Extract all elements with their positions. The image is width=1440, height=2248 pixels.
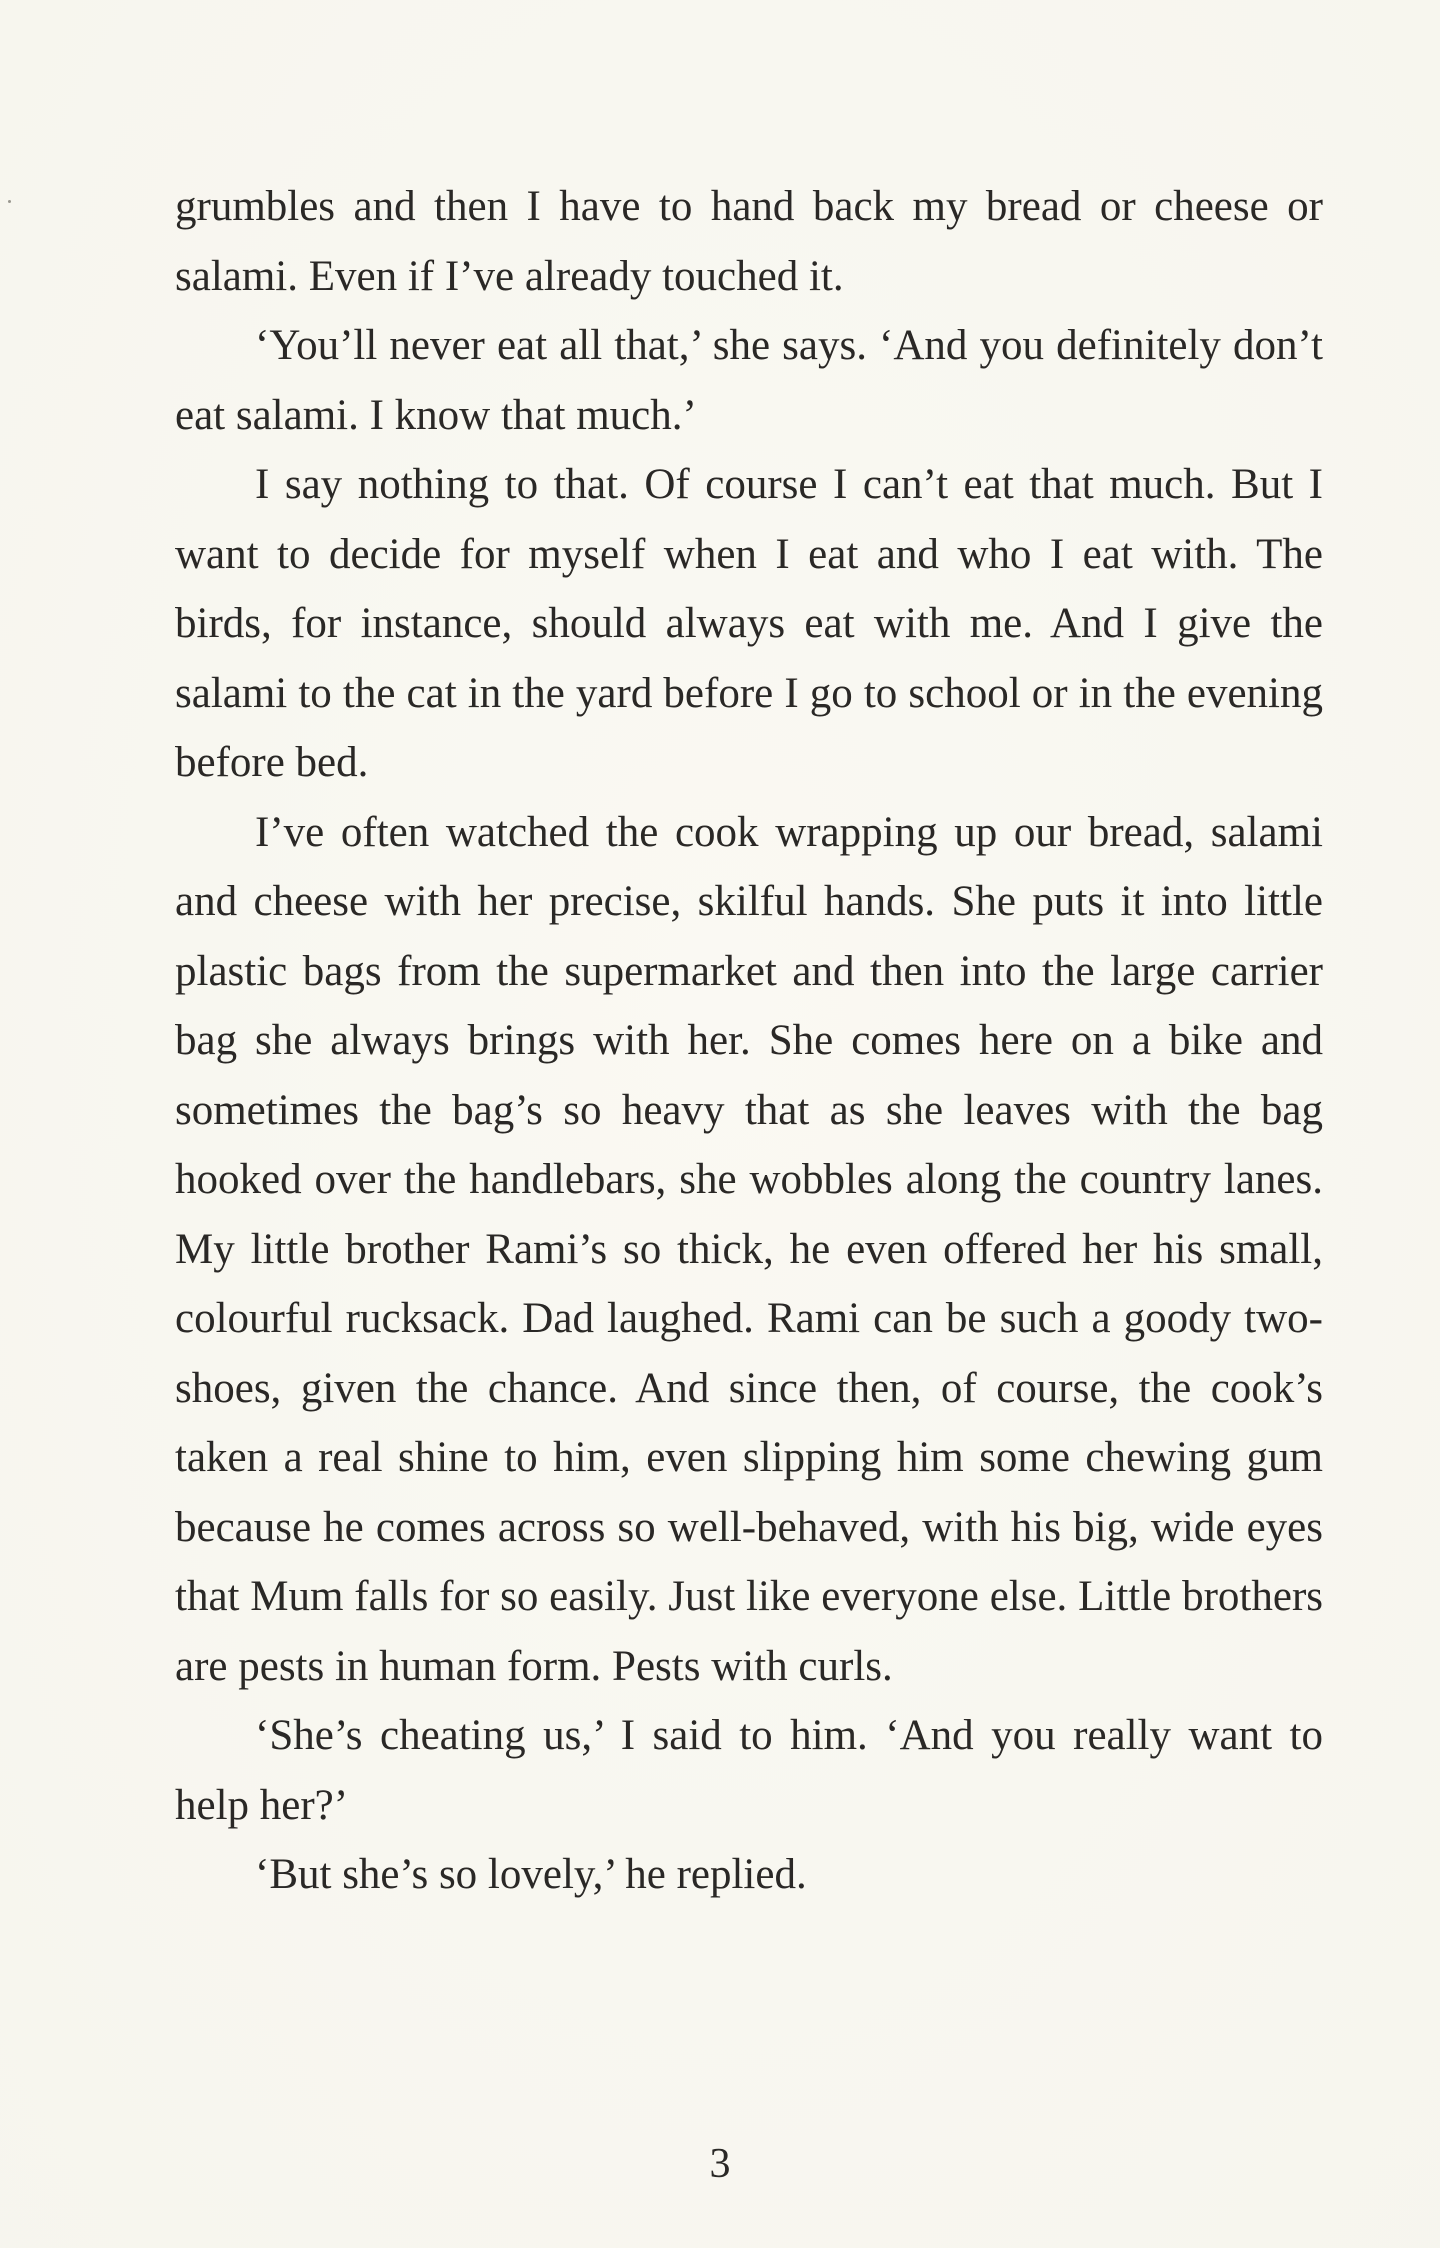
paragraph: ‘She’s cheating us,’ I said to him. ‘And you really want to help her?’	[175, 1712, 1323, 1829]
paper-speck	[8, 200, 11, 203]
body-text	[175, 172, 1323, 1910]
paragraph-continuation: grumbles and then I have to hand back my bread or cheese or salami. Even if I’ve already touched it.	[175, 183, 1323, 300]
paragraph: I’ve often watched the cook wrapping up our bread, salami and cheese with her precise, skilful hands. She puts it into little plastic bags from the supermarket and then into the large carrier bag she always brings with her. She comes here on a bike and sometimes the bag’s so heavy that as she leaves with the bag hooked over the handlebars, she wobbles along the country lanes. My little brother Rami’s so thick, he even offered her his small, colourful rucksack. Dad laughed. Rami can be such a goody two-shoes, given the chance. And since then, of course, the cook’s taken a real shine to him, even slipping him some chewing gum because he comes across so well-behaved, with his big, wide eyes that Mum falls for so easily. Just like everyone else. Little brothers are pests in human form. Pests with curls.	[175, 808, 1323, 1690]
paragraph: ‘But she’s so lovely,’ he replied.	[255, 1851, 807, 1898]
page-number: 3	[709, 2141, 731, 2187]
paragraph: ‘You’ll never eat all that,’ she says. ‘And you definitely don’t eat salami. I know that much.’	[175, 322, 1323, 439]
paragraph: I say nothing to that. Of course I can’t eat that much. But I want to decide for myself when I eat and who I eat with. The birds, for instance, should always eat with me. And I give the salami to the cat in the yard before I go to school or in the evening before bed.	[175, 461, 1323, 786]
